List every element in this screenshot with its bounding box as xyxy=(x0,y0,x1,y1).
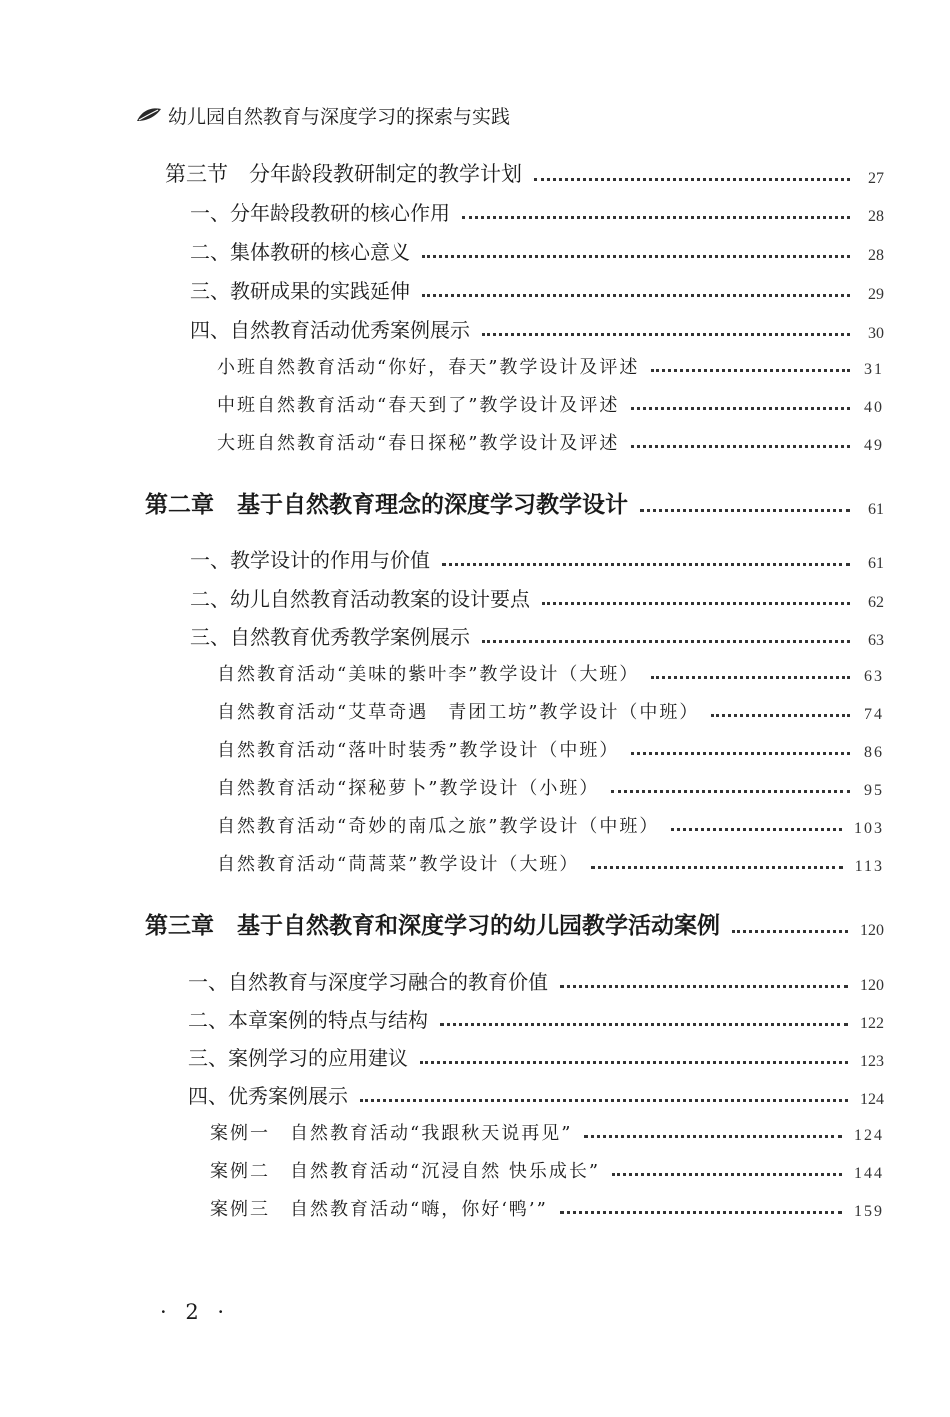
toc-entry-title: 二、幼儿自然教育活动教案的设计要点 xyxy=(190,587,530,611)
toc-entry-title: 第三节 分年龄段教研制定的教学计划 xyxy=(165,162,522,186)
dot-leader xyxy=(442,563,850,566)
toc-entry-page: 122 xyxy=(860,1015,884,1032)
toc-entry-page: 120 xyxy=(860,922,884,939)
toc-entry-title: 三、自然教育优秀教学案例展示 xyxy=(190,625,470,649)
toc-subentry[interactable] xyxy=(210,1119,884,1145)
toc-entry-page: 61 xyxy=(868,555,884,572)
dot-leader xyxy=(560,985,848,988)
toc-entry-page: 27 xyxy=(868,170,884,187)
toc-entry-title: 三、教研成果的实践延伸 xyxy=(190,279,410,303)
dot-leader xyxy=(651,369,850,372)
toc-entry-title: 第二章 基于自然教育理念的深度学习教学设计 xyxy=(145,492,628,518)
toc-entry-page: 124 xyxy=(860,1091,884,1108)
toc-entry-page: 28 xyxy=(868,208,884,225)
toc-subentry[interactable] xyxy=(217,391,884,417)
toc-entry-title: 二、集体教研的核心意义 xyxy=(190,240,410,264)
toc-entry-title: 自然教育活动“艾草奇遇 青团工坊”教学设计（中班） xyxy=(217,702,700,723)
toc-entry-title: 四、优秀案例展示 xyxy=(188,1084,348,1108)
book-title: 幼儿园自然教育与深度学习的探索与实践 xyxy=(168,105,511,128)
toc-entry-page: 144 xyxy=(854,1165,884,1182)
toc-entry-page: 86 xyxy=(864,744,884,761)
toc-entry-title: 第三章 基于自然教育和深度学习的幼儿园教学活动案例 xyxy=(145,913,720,939)
toc-entry-title: 自然教育活动“落叶时装秀”教学设计（中班） xyxy=(217,740,620,761)
toc-entry-title: 小班自然教育活动“你好，春天”教学设计及评述 xyxy=(217,357,640,378)
toc-entry-page: 63 xyxy=(868,632,884,649)
toc-entry-title: 自然教育活动“茼蒿菜”教学设计（大班） xyxy=(217,854,580,875)
toc-entry[interactable] xyxy=(190,275,884,304)
toc-subentry[interactable] xyxy=(217,698,884,724)
toc-entry-page: 74 xyxy=(864,706,884,723)
toc-subentry[interactable] xyxy=(217,660,884,686)
dot-leader xyxy=(542,602,850,605)
dot-leader xyxy=(440,1023,848,1026)
leaf-icon xyxy=(136,106,162,124)
dot-leader xyxy=(631,445,850,448)
toc-entry-page: 61 xyxy=(868,501,884,518)
toc-chapter[interactable] xyxy=(145,486,884,519)
toc-subentry[interactable] xyxy=(217,429,884,455)
dot-leader xyxy=(560,1211,842,1214)
toc-entry-section[interactable] xyxy=(165,158,884,188)
toc-entry-page: 40 xyxy=(864,399,884,416)
toc-entry-title: 三、案例学习的应用建议 xyxy=(188,1046,408,1070)
dot-leader xyxy=(612,1173,842,1176)
dot-leader xyxy=(482,640,850,643)
toc-entry-title: 一、自然教育与深度学习融合的教育价值 xyxy=(188,970,548,994)
dot-leader xyxy=(420,1061,848,1064)
toc-entry[interactable] xyxy=(188,966,884,995)
dot-leader xyxy=(631,752,850,755)
toc-entry-page: 95 xyxy=(864,782,884,799)
toc-subentry[interactable] xyxy=(210,1157,884,1183)
toc-entry-page: 29 xyxy=(868,286,884,303)
toc-entry-title: 二、本章案例的特点与结构 xyxy=(188,1008,428,1032)
toc-entry-title: 大班自然教育活动“春日探秘”教学设计及评述 xyxy=(217,433,620,454)
toc-entry[interactable] xyxy=(190,621,884,650)
toc-subentry[interactable] xyxy=(217,353,884,379)
toc-entry[interactable] xyxy=(190,236,884,265)
dot-leader xyxy=(732,930,848,933)
dot-leader xyxy=(651,676,850,679)
toc-entry-title: 自然教育活动“美味的紫叶李”教学设计（大班） xyxy=(217,664,640,685)
toc-subentry[interactable] xyxy=(210,1195,884,1221)
toc-subentry[interactable] xyxy=(217,812,884,838)
toc-subentry[interactable] xyxy=(217,774,884,800)
toc-entry[interactable] xyxy=(190,197,884,226)
toc-entry-page: 120 xyxy=(860,977,884,994)
dot-leader xyxy=(591,866,842,869)
toc-entry-page: 31 xyxy=(864,361,884,378)
toc-subentry[interactable] xyxy=(217,736,884,762)
toc-entry-page: 28 xyxy=(868,247,884,264)
dot-leader xyxy=(482,333,850,336)
toc-entry[interactable] xyxy=(188,1080,884,1109)
toc-entry[interactable] xyxy=(190,544,884,573)
dot-leader xyxy=(584,1135,842,1138)
dot-leader xyxy=(422,294,850,297)
toc-entry-title: 一、教学设计的作用与价值 xyxy=(190,548,430,572)
toc-entry-page: 159 xyxy=(854,1203,884,1220)
toc-chapter[interactable] xyxy=(145,907,884,940)
toc-entry[interactable] xyxy=(190,314,884,343)
dot-leader xyxy=(534,178,850,181)
dot-leader xyxy=(711,714,850,717)
toc-entry-title: 案例二 自然教育活动“沉浸自然 快乐成长” xyxy=(210,1161,601,1182)
toc-entry-page: 30 xyxy=(868,325,884,342)
toc-entry-page: 63 xyxy=(864,668,884,685)
dot-leader xyxy=(631,407,850,410)
toc-entry-page: 62 xyxy=(868,594,884,611)
dot-leader xyxy=(671,828,842,831)
toc-subentry[interactable] xyxy=(217,850,884,876)
toc-entry[interactable] xyxy=(188,1042,884,1071)
toc-entry-page: 49 xyxy=(864,437,884,454)
toc-entry-page: 113 xyxy=(854,858,884,875)
toc-entry-title: 案例一 自然教育活动“我跟秋天说再见” xyxy=(210,1123,573,1144)
toc-entry-title: 自然教育活动“奇妙的南瓜之旅”教学设计（中班） xyxy=(217,816,660,837)
running-header xyxy=(136,100,510,130)
toc-entry-title: 一、分年龄段教研的核心作用 xyxy=(190,201,450,225)
toc-entry[interactable] xyxy=(190,583,884,612)
toc-entry-title: 中班自然教育活动“春天到了”教学设计及评述 xyxy=(217,395,620,416)
toc-entry-page: 124 xyxy=(854,1127,884,1144)
toc-entry-title: 自然教育活动“探秘萝卜”教学设计（小班） xyxy=(217,778,600,799)
toc-entry-page: 103 xyxy=(854,820,884,837)
dot-leader xyxy=(611,790,850,793)
toc-entry-title: 四、自然教育活动优秀案例展示 xyxy=(190,318,470,342)
dot-leader xyxy=(360,1099,848,1102)
dot-leader xyxy=(640,509,850,512)
toc-entry[interactable] xyxy=(188,1004,884,1033)
dot-leader xyxy=(462,216,850,219)
page-number: · 2 · xyxy=(160,1300,231,1324)
toc-entry-title: 案例三 自然教育活动“嗨，你好‘鸭’” xyxy=(210,1199,548,1220)
dot-leader xyxy=(422,255,850,258)
toc-entry-page: 123 xyxy=(860,1053,884,1070)
